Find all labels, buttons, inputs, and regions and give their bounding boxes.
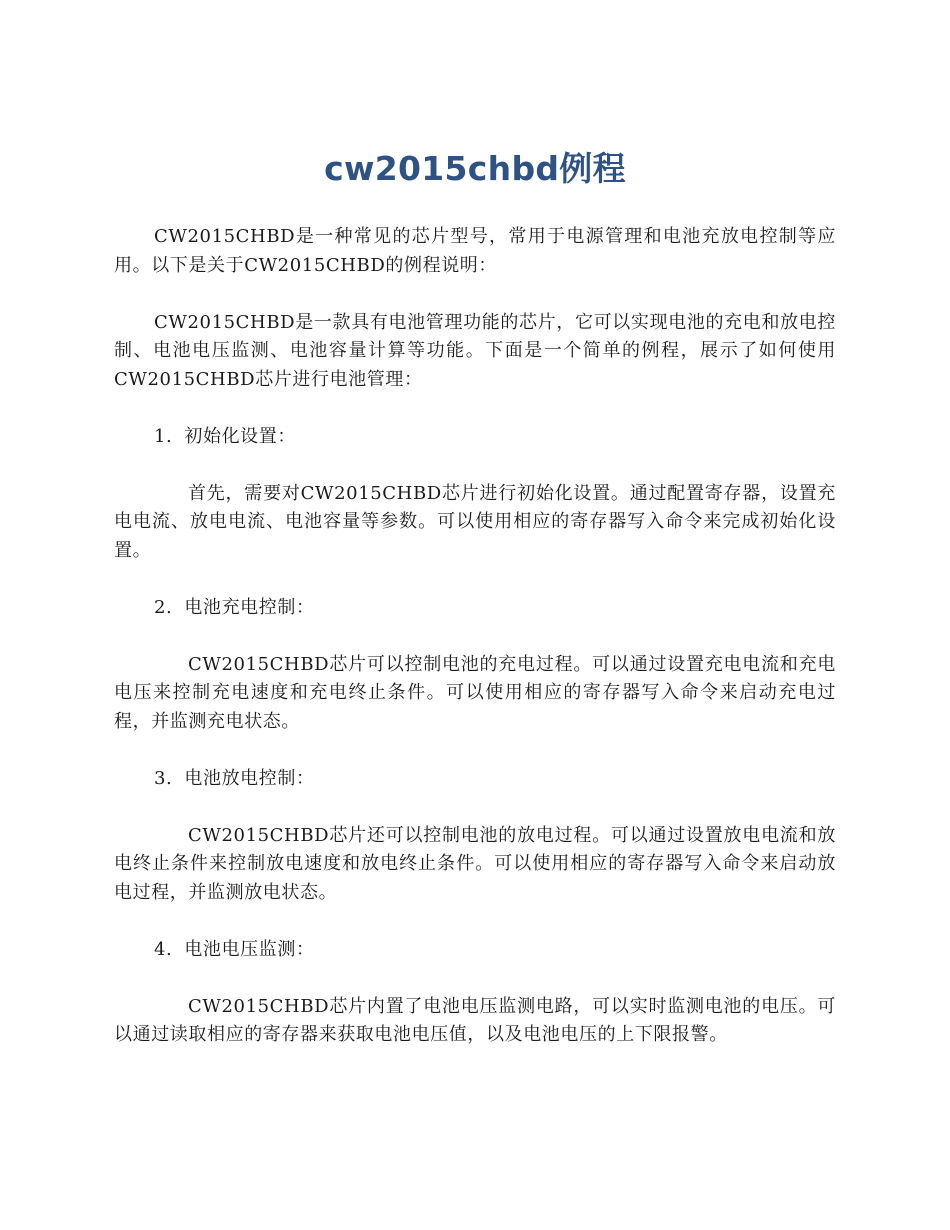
section-heading-text: 电池电压监测： (184, 938, 315, 960)
document-title: cw2015chbd例程 (324, 149, 626, 188)
section-heading (114, 423, 836, 452)
section-3 (114, 765, 836, 908)
document-body (114, 223, 836, 1078)
section-heading (114, 765, 836, 794)
section-heading (114, 594, 836, 623)
section-number: 3. (154, 767, 173, 789)
section-body: CW2015CHBD芯片内置了电池电压监测电路，可以实时监测电池的电压。可以通过读取相应的寄存器来获取电池电压值，以及电池电压的上下限报警。 (114, 995, 836, 1045)
section-2 (114, 594, 836, 737)
section-body: 首先，需要对CW2015CHBD芯片进行初始化设置。通过配置寄存器，设置充电电流、放电电流、电池容量等参数。可以使用相应的寄存器写入命令来完成初始化设置。 (114, 482, 836, 561)
section-heading-text: 初始化设置： (184, 425, 296, 447)
section-4 (114, 936, 836, 1050)
section-body: CW2015CHBD芯片还可以控制电池的放电过程。可以通过设置放电电流和放电终止条件来控制放电速度和放电终止条件。可以使用相应的寄存器写入命令来启动放电过程，并监测放电状态。 (114, 824, 836, 903)
section-number: 4. (154, 938, 173, 960)
section-number: 1. (154, 425, 173, 447)
section-number: 2. (154, 596, 173, 618)
intro-paragraph-2: CW2015CHBD是一款具有电池管理功能的芯片，它可以实现电池的充电和放电控制、电池电压监测、电池容量计算等功能。下面是一个简单的例程，展示了如何使用CW2015CHBD芯片进行电池管理： (114, 311, 836, 390)
section-heading (114, 936, 836, 965)
section-heading-text: 电池放电控制： (184, 767, 315, 789)
section-body: CW2015CHBD芯片可以控制电池的充电过程。可以通过设置充电电流和充电电压来控制充电速度和充电终止条件。可以使用相应的寄存器写入命令来启动充电过程，并监测充电状态。 (114, 653, 836, 732)
section-1 (114, 423, 836, 566)
intro-paragraph-1: CW2015CHBD是一种常见的芯片型号，常用于电源管理和电池充放电控制等应用。以下是关于CW2015CHBD的例程说明： (114, 226, 836, 276)
section-heading-text: 电池充电控制： (184, 596, 315, 618)
